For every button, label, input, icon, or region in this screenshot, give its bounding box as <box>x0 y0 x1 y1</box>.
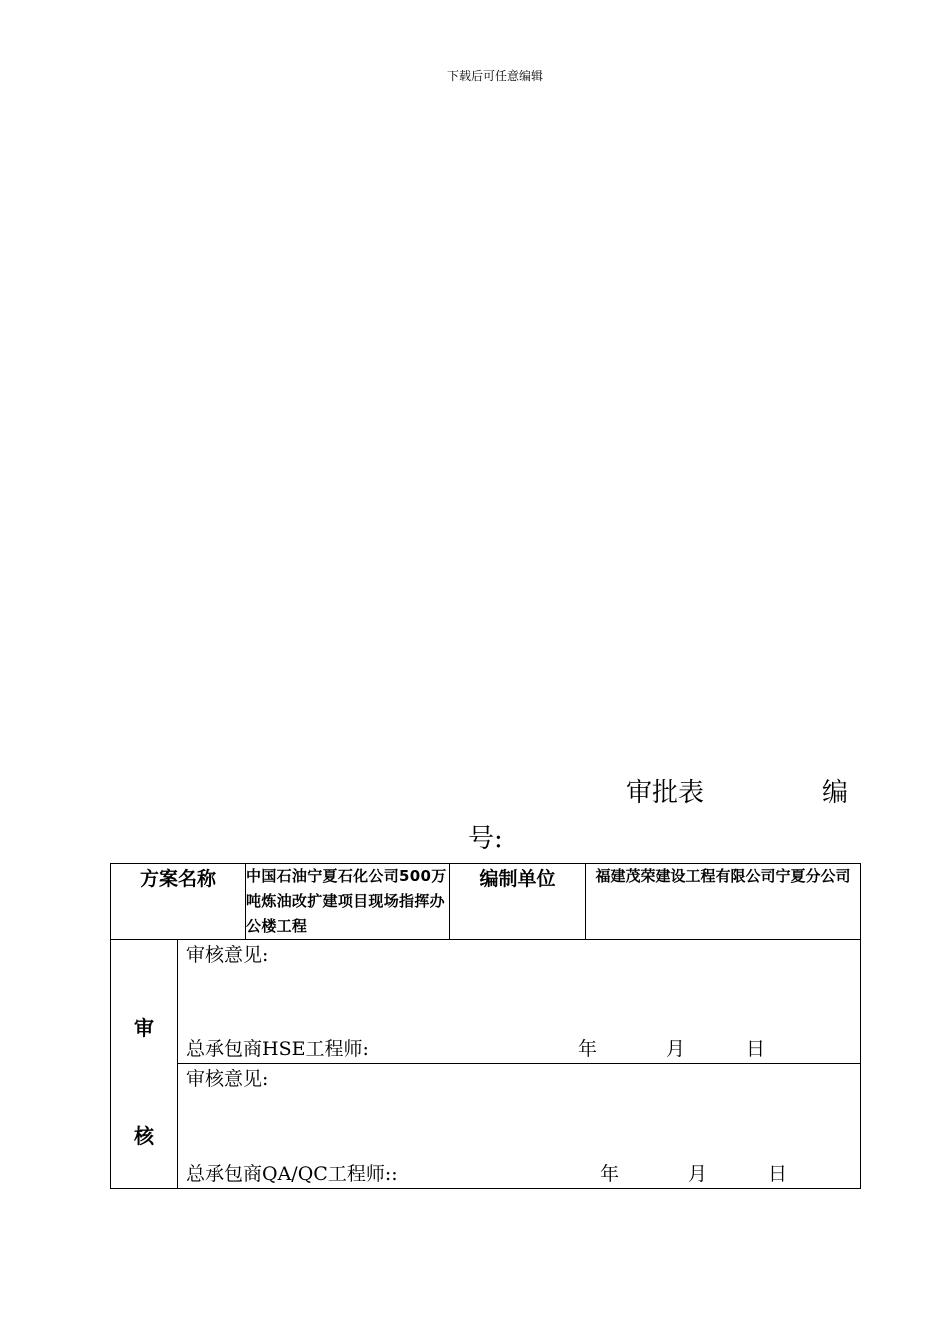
plan-name-value: 中国石油宁夏石化公司500万吨炼油改扩建项目现场指挥办公楼工程 <box>246 864 450 940</box>
review-row-1 <box>111 940 861 1064</box>
qaqc-review-cell <box>178 1064 861 1189</box>
qaqc-date-day: 日 <box>768 1163 788 1185</box>
approval-table <box>110 863 861 1189</box>
qaqc-review-label: 审核意见: <box>186 1068 269 1090</box>
qaqc-date-year: 年 <box>600 1163 620 1185</box>
unit-label: 编制单位 <box>450 864 586 940</box>
hse-date-month: 月 <box>666 1038 686 1060</box>
header-row <box>111 864 861 940</box>
side-label-char-2: 核 <box>134 1124 154 1148</box>
review-row-2 <box>111 1064 861 1189</box>
qaqc-date-month: 月 <box>688 1163 708 1185</box>
hse-date-day: 日 <box>746 1038 766 1060</box>
unit-value: 福建茂荣建设工程有限公司宁夏分公司 <box>586 864 861 940</box>
hse-date-year: 年 <box>578 1038 598 1060</box>
header-note: 下载后可任意编辑 <box>446 69 543 83</box>
hse-review-label: 审核意见: <box>186 944 269 966</box>
plan-name-label: 方案名称 <box>111 864 246 940</box>
side-label-char-1: 审 <box>134 1016 154 1040</box>
code-label-part1: 编 <box>822 778 849 808</box>
qaqc-engineer-signature-label: 总承包商QA/QC工程师:: <box>186 1163 398 1185</box>
hse-review-cell <box>178 940 861 1064</box>
hse-engineer-signature-label: 总承包商HSE工程师: <box>186 1038 369 1060</box>
form-title: 审批表 <box>626 778 705 808</box>
review-side-label <box>111 940 178 1189</box>
code-label-part2: 号: <box>468 824 503 854</box>
